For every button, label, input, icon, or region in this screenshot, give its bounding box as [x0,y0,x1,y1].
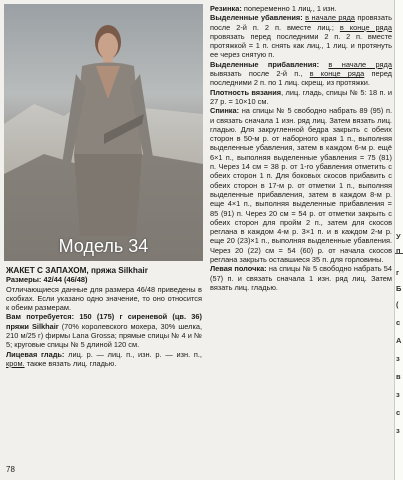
edge-letter: У [396,232,401,241]
rib-label: Резинка: [210,4,242,13]
stockinette-paragraph [6,350,202,369]
rib-text: попеременно 1 лиц., 1 изн. [243,4,337,13]
model-illustration [4,4,203,261]
edge-letter: с [396,318,401,327]
sizes-value: 42/44 (46/48) [43,275,88,285]
rib-paragraph [210,4,392,13]
edge-letter: с [396,408,401,417]
item-title: ЖАКЕТ С ЗАПАХОМ, пряжа Silkhair [6,266,148,275]
edge-letter: з [396,354,400,363]
decrease-end-text: провязать перед последними 2 п. 2 п. вместе протяжкой = 1 п. снять как лиц., 1 лиц. и протянуть ее через снятую п. [210,31,392,60]
stockinette-label: Лицевая гладь: [6,349,65,359]
materials-label: Вам потребуется: [6,312,75,322]
right-column [210,4,392,292]
edge-letter: п [396,246,401,255]
edge-letter: ( [396,300,399,309]
increase-end-link: в конце ряда [309,69,365,79]
sizes-label: Размеры: [6,275,42,285]
decrease-start-link: в начале ряда [305,13,355,23]
decrease-start-text: провязать после 2-й п. 2 п. вместе лиц.; [210,13,392,32]
edge-letter: г [396,268,400,277]
adjacent-page-edge [394,0,403,480]
edge-letter: Б [396,284,402,293]
left-column [6,266,202,368]
sizes-note: Отличающиеся данные для размера 46/48 приведены в скобках. Если указано одно значение, то оно относится к обеим размерам. [6,284,202,313]
increase-label: Выделенные прибавления: [210,59,320,69]
left-front-label: Левая полочка: [210,264,267,274]
back-paragraph [210,106,392,264]
back-text: на спицы № 5 свободно набрать 89 (95) п. и связать сначала 1 изн. ряд лиц. Затем вязать лиц. гладью. Для закругленной бедра закрыть с обеих сторон в 50-м р. от наборного края 1 п., выполняя выделенные убавления, затем в каждом 6-м р. ещё 6×1 п., выполняя выделенные убавления = 75 (81) п. Через 14 см = 38 р. от 1-го убавления отметить с обеих сторон 1 п. Для боковых скосов прибавить с обеих сторон в 17-м р. от отметки 1 п., выполняя выделенные прибавления, затем в каждом 8-м р. еще 4×1 п., выполняя выделенные прибавления = 85 (91) п. Через 20 см = 54 р. от отметки закрыть с обеих сторон для пройм 2 п., затем для скосов реглана в каждом 4-м р. 3×1 п. и в каждом 2-м р. еще 20 (23)×1 п., выполняя выделенные убавления. Через 20 (22) см = 54 (60) р. от начала скосов реглана закрыть оставшиеся 35 п. для горловины. [210,106,392,265]
decrease-paragraph [210,13,392,59]
materials-paragraph [6,312,202,349]
left-front-text: на спицы № 5 свободно набрать 54 (57) п. и связать сначала 1 изн. ряд лиц. Затем вязать лиц. гладью. [210,264,392,292]
density-paragraph [210,88,392,107]
materials-value: 150 (175) г сиреневой (цв. 36) пряжи Silkhair [6,312,202,331]
back-label: Спинка: [210,106,240,116]
edge-divider [395,253,403,254]
decrease-label: Выделенные убавления: [210,13,303,23]
model-photo [4,4,203,261]
increase-start-link: в начале ряда [328,59,392,69]
model-caption: Модель 34 [58,236,149,256]
stockinette-text-2: также вязать лиц. гладью. [26,358,117,368]
stockinette-text-1: лиц. р. — лиц. п., изн. р. — изн. п., [68,349,202,359]
decrease-end-link: в конце ряда [339,22,392,32]
left-front-paragraph [210,264,392,292]
edge-letter: з [396,390,400,399]
stockinette-link: кром. [6,358,25,368]
sizes-paragraph [6,275,202,284]
page-number: 78 [6,465,15,474]
density-label: Плотность вязания [210,87,282,97]
edge-letter: А [396,336,402,345]
increase-end-text: перед последними 2 п. по 1 лиц. скрещ. из протяжки. [210,69,392,88]
edge-letter: з [396,426,400,435]
increase-start-text: вывязать после 2-й п., [210,69,303,79]
increase-paragraph [210,60,392,88]
edge-letter: в [396,372,401,381]
materials-text: (70% королевского мохера, 30% шелка, 210 м/25 г) фирмы Lana Grossa; прямые спицы № 4 и № 5; круговые спицы № 5 длиной 120 см. [6,321,203,350]
density-text: , лиц. гладь, спицы № 5: 18 п. и 27 р. = 10×10 см. [210,87,392,106]
